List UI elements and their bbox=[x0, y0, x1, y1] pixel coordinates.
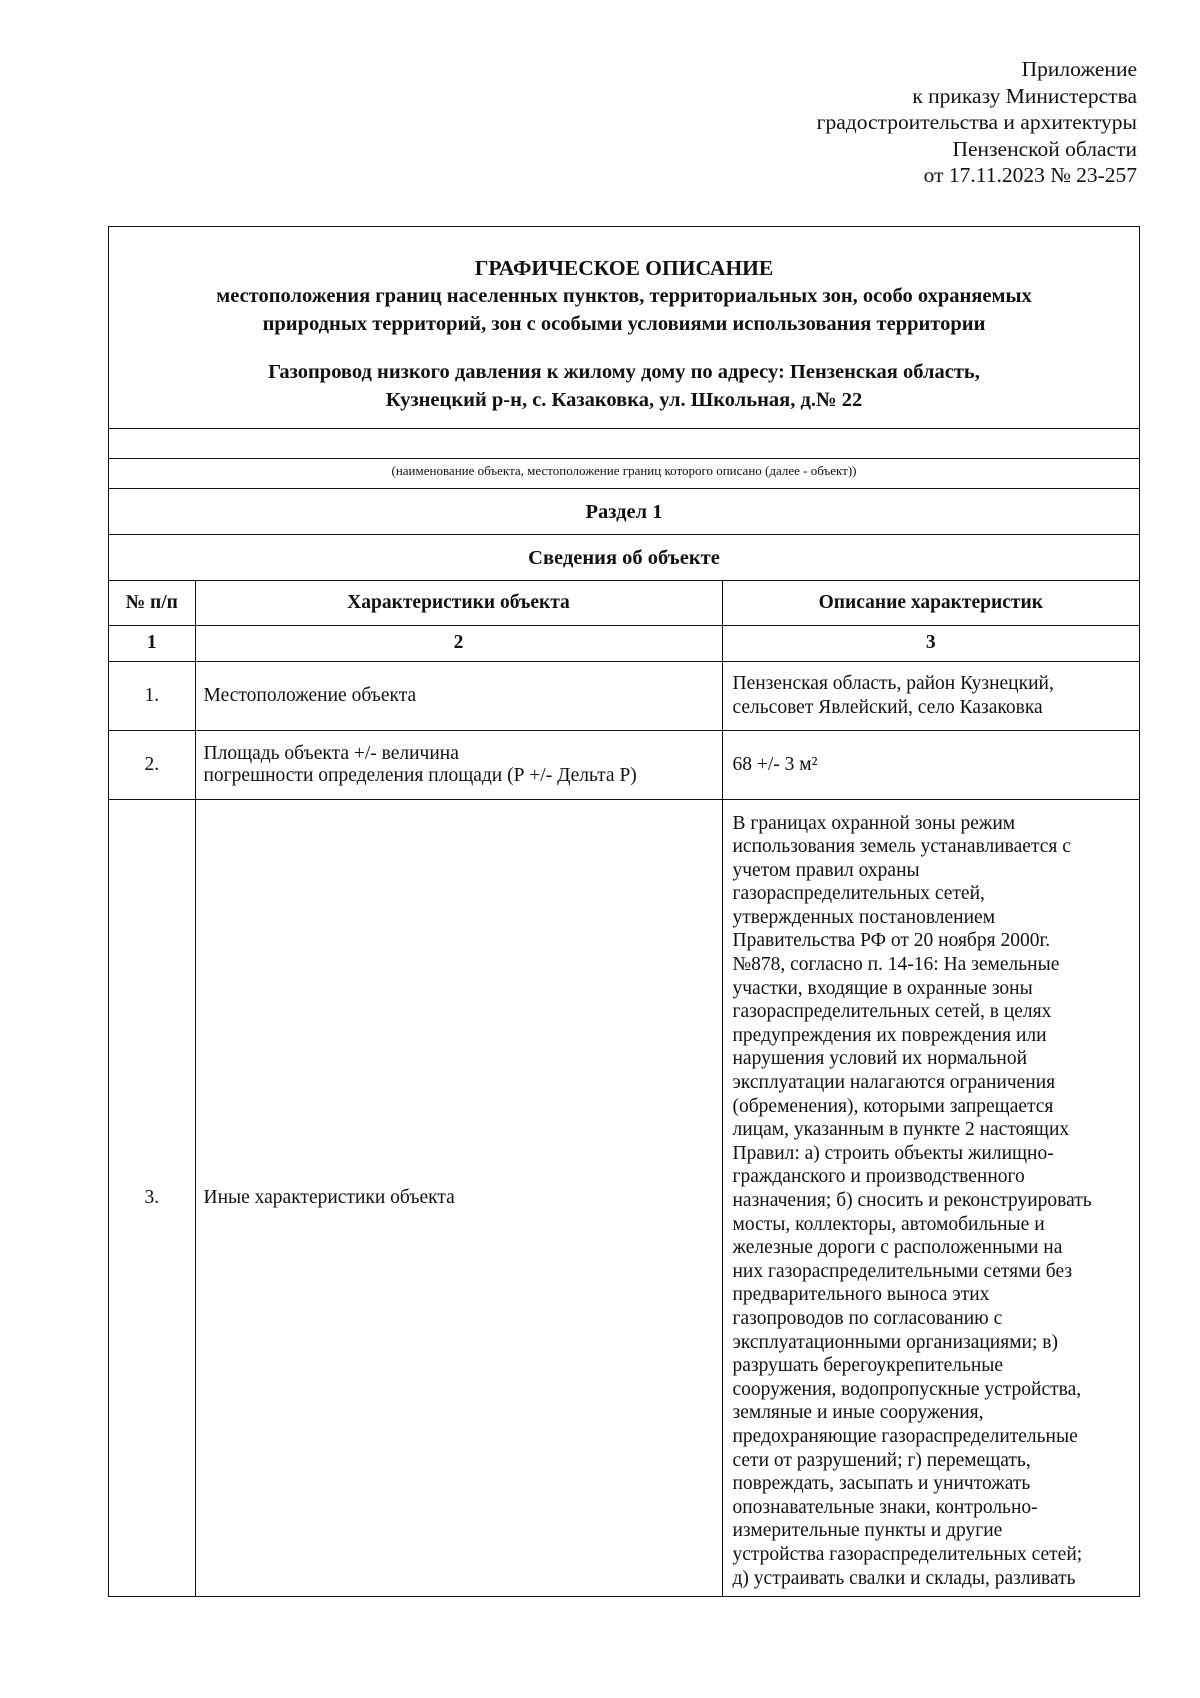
title-block bbox=[109, 227, 1139, 429]
description-line: газопроводов по согласованию с bbox=[732, 1307, 1003, 1329]
index-cell: 3 bbox=[722, 625, 1139, 661]
document-title: ГРАФИЧЕСКОЕ ОПИСАНИЕ bbox=[474, 256, 774, 280]
appendix-line: Пензенской области bbox=[952, 136, 1137, 161]
description-line: №878, согласно п. 14-16: На земельные bbox=[732, 954, 1060, 976]
description-line: гражданского и производственного bbox=[732, 1166, 1025, 1188]
description-line: (обременения), которыми запрещается bbox=[732, 1095, 1054, 1117]
table-row bbox=[109, 799, 1139, 1596]
blank-row bbox=[109, 429, 1139, 459]
object-caption: (наименование объекта, местоположение границ которого описано (далее - объект)) bbox=[109, 459, 1139, 489]
row-description bbox=[722, 799, 1139, 1596]
appendix-line: градостроительства и архитектуры bbox=[816, 110, 1137, 134]
description-line: утвержденных постановлением bbox=[732, 906, 996, 928]
characteristic-line: погрешности определения площади (Р +/- Дельта Р) bbox=[203, 764, 637, 786]
object-name-line: Кузнецкий р-н, с. Казаковка, ул. Школьная, д.№ 22 bbox=[385, 389, 863, 411]
description-line: предохраняющие газораспределительные bbox=[732, 1425, 1078, 1447]
description-line: нарушения условий их нормальной bbox=[732, 1048, 1028, 1070]
characteristic-line: Иные характеристики объекта bbox=[203, 1186, 455, 1208]
description-line: сети от разрушений; г) перемещать, bbox=[732, 1449, 1031, 1471]
header-cell-number: № п/п bbox=[109, 581, 195, 625]
description-line: использования земель устанавливается с bbox=[732, 836, 1071, 858]
index-cell: 1 bbox=[109, 625, 195, 661]
description-line: д) устраивать свалки и склады, разливать bbox=[732, 1567, 1076, 1589]
description-line: сооружения, водопропускные устройства, bbox=[732, 1378, 1082, 1400]
row-characteristic bbox=[195, 661, 722, 730]
subtitle-line: природных территорий, зон с особыми условиями использования территории bbox=[262, 313, 986, 335]
description-line: сельсовет Явлейский, село Казаковка bbox=[732, 696, 1043, 718]
description-form bbox=[108, 226, 1140, 1597]
description-line: них газораспределительными сетями без bbox=[732, 1260, 1073, 1282]
description-line: газораспределительных сетей, в целях bbox=[732, 1001, 1052, 1023]
description-line: предупреждения их повреждения или bbox=[732, 1024, 1047, 1046]
section-title: Сведения об объекте bbox=[109, 535, 1139, 581]
description-line: 68 +/- 3 м² bbox=[732, 753, 818, 775]
description-line: эксплуатации налагаются ограничения bbox=[732, 1072, 1056, 1094]
description-line: опознавательные знаки, контрольно- bbox=[732, 1496, 1038, 1518]
appendix-line: от 17.11.2023 № 23-257 bbox=[923, 163, 1137, 187]
description-line: газораспределительных сетей, bbox=[732, 883, 985, 905]
appendix-line: Приложение bbox=[1021, 57, 1137, 81]
document-subtitle bbox=[109, 282, 1139, 338]
description-line: Правил: а) строить объекты жилищно- bbox=[732, 1142, 1054, 1164]
row-characteristic bbox=[195, 799, 722, 1596]
appendix-line: к приказу Министерства bbox=[912, 83, 1137, 108]
description-line: В границах охранной зоны режим bbox=[732, 812, 1016, 834]
description-line: назначения; б) сносить и реконструировать bbox=[732, 1190, 1092, 1211]
description-line: учетом правил охраны bbox=[732, 859, 920, 881]
row-number: 3. bbox=[109, 799, 195, 1596]
object-info-table bbox=[109, 581, 1139, 1596]
row-description bbox=[722, 661, 1139, 730]
description-line: повреждать, засыпать и уничтожать bbox=[732, 1473, 1031, 1495]
object-name-line: Газопровод низкого давления к жилому дому по адресу: Пензенская область, bbox=[268, 361, 980, 383]
description-line: участки, входящие в охранные зоны bbox=[732, 977, 1033, 999]
section-label: Раздел 1 bbox=[109, 489, 1139, 535]
description-line: Пензенская область, район Кузнецкий, bbox=[732, 672, 1054, 694]
description-line: мосты, коллекторы, автомобильные и bbox=[732, 1213, 1045, 1235]
description-line: предварительного выноса этих bbox=[732, 1284, 990, 1306]
description-line: лицам, указанным в пункте 2 настоящих bbox=[732, 1119, 1070, 1141]
row-number: 2. bbox=[109, 730, 195, 799]
row-description bbox=[722, 730, 1139, 799]
description-line: эксплуатационными организациями; в) bbox=[732, 1331, 1058, 1353]
description-line: земляные и иные сооружения, bbox=[732, 1402, 984, 1424]
table-row bbox=[109, 661, 1139, 730]
description-line: железные дороги с расположенными на bbox=[732, 1237, 1063, 1259]
description-line: Правительства РФ от 20 ноября 2000г. bbox=[732, 930, 1051, 952]
object-name bbox=[109, 358, 1139, 414]
table-header-row bbox=[109, 581, 1139, 625]
index-cell: 2 bbox=[195, 625, 722, 661]
table-index-row bbox=[109, 625, 1139, 661]
header-cell-characteristics: Характеристики объекта bbox=[195, 581, 722, 625]
characteristic-line: Площадь объекта +/- величина bbox=[203, 742, 459, 764]
appendix-block bbox=[817, 56, 1137, 189]
characteristic-line: Местоположение объекта bbox=[203, 684, 417, 706]
row-number: 1. bbox=[109, 661, 195, 730]
table-row bbox=[109, 730, 1139, 799]
description-line: разрушать берегоукрепительные bbox=[732, 1355, 1004, 1377]
description-line: измерительные пункты и другие bbox=[732, 1520, 1003, 1542]
header-cell-description: Описание характеристик bbox=[722, 581, 1139, 625]
row-characteristic bbox=[195, 730, 722, 799]
description-line: устройства газораспределительных сетей; bbox=[732, 1543, 1083, 1565]
subtitle-line: местоположения границ населенных пунктов, территориальных зон, особо охраняемых bbox=[216, 285, 1032, 307]
